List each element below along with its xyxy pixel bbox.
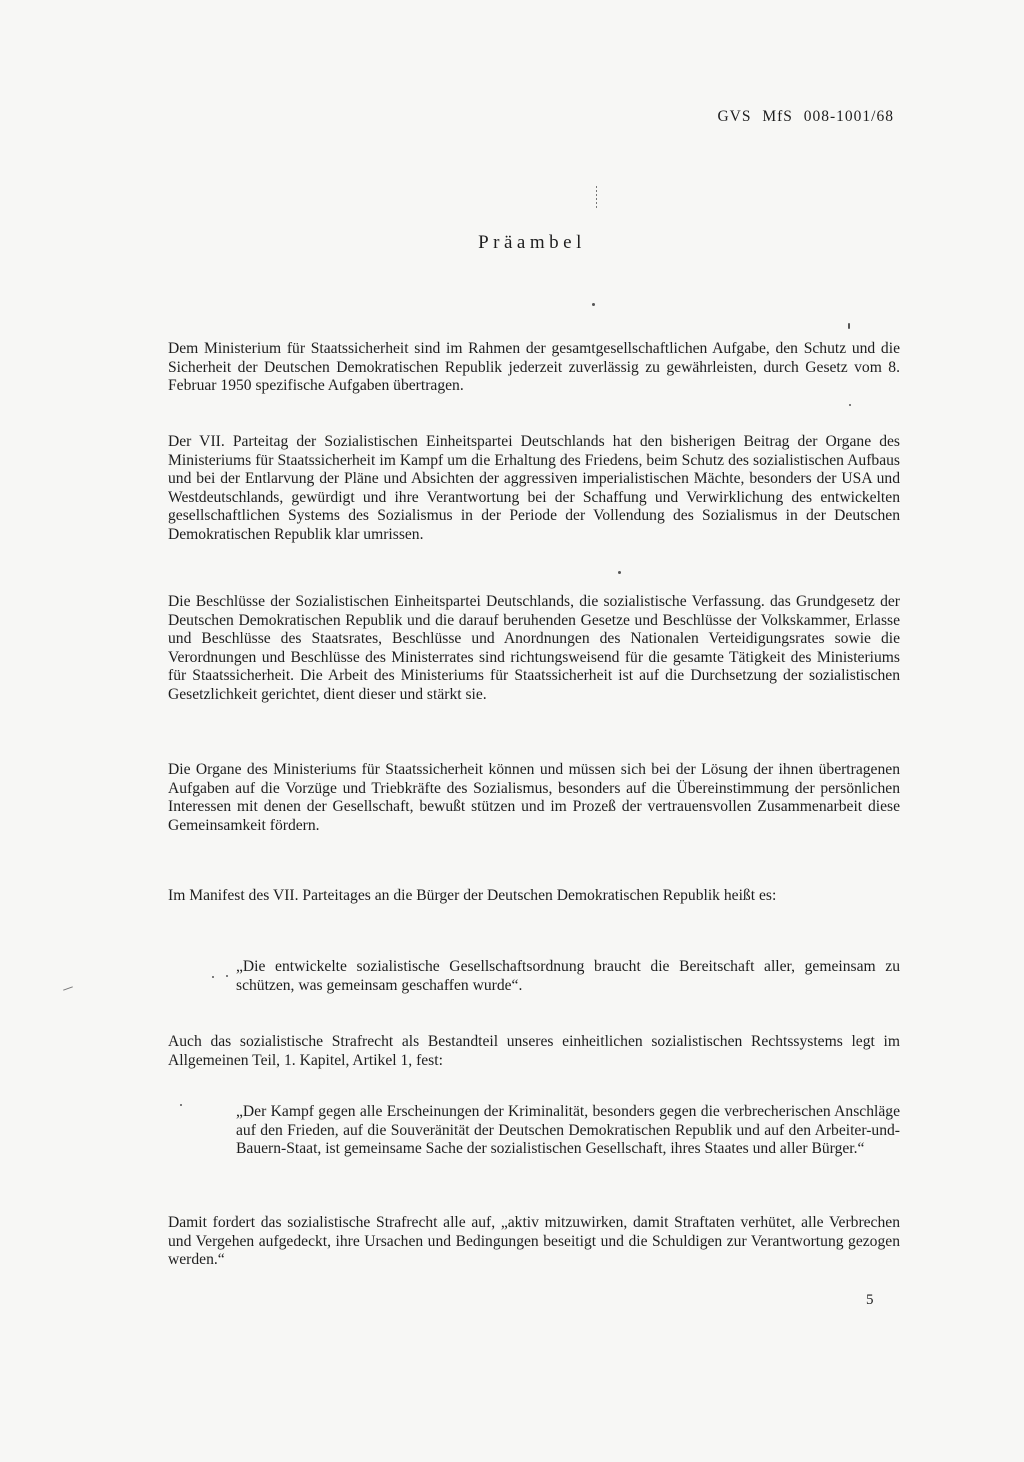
page-number: 5 — [866, 1292, 874, 1308]
paragraph-1: Dem Ministerium für Staatssicherheit sind im Rahmen der gesamtgesellschaftlichen Aufgabe, den Schutz und die Sicherheit der Deutschen Demokratischen Republik jederzeit zuverlässig zu gewährleisten, durch Gesetz vom 8. Februar 1950 spezifische Aufgaben übertragen. — [168, 340, 900, 395]
page-title: Präambel — [478, 232, 586, 253]
scan-speck — [618, 571, 621, 574]
paragraph-7: Damit fordert das sozialistische Strafrecht alle auf, „aktiv mitzuwirken, damit Straftaten verhütet, alle Verbrechen und Vergehen aufgedeckt, ihre Ursachen und Bedingungen beseitigt und die Schuldigen zur Verantwortung gezogen werden.“ — [168, 1214, 900, 1269]
manifest-quote: „Die entwickelte sozialistische Gesellschaftsordnung braucht die Bereitschaft aller, gemeinsam zu schützen, was gemeinsam geschaffen wurde“. — [236, 958, 900, 994]
paragraph-3: Die Beschlüsse der Sozialistischen Einheitspartei Deutschlands, die sozialistische Verfassung. das Grundgesetz der Deutschen Demokratischen Republik und die darauf beruhenden Gesetze und Beschlüsse der Volkskammer, Erlasse und Beschlüsse des Staatsrates, Beschlüsse und Anordnungen des Nationalen Verteidigungsrates sowie die Verordnungen und Beschlüsse des Ministerrates sind richtungsweisend für die gesamte Tätigkeit des Ministeriums für Staatssicherheit. Die Arbeit des Ministeriums für Staatssicherheit ist auf die Durchsetzung der sozialistischen Gesetzlichkeit gerichtet, dient dieser und stärkt sie. — [168, 593, 900, 703]
criminal-law-quote: „Der Kampf gegen alle Erscheinungen der Kriminalität, besonders gegen die verbrecherischen Anschläge auf den Frieden, auf die Souveränität der Deutschen Demokratischen Republik und auf den Arbeiter-und-Bauern-Staat, ist gemeinsame Sache der sozialistischen Gesellschaft, ihres Staates und aller Bürger.“ — [236, 1103, 900, 1158]
scan-speck — [848, 323, 850, 329]
scan-mark — [63, 986, 73, 990]
scan-speck — [849, 404, 851, 406]
paragraph-4: Die Organe des Ministeriums für Staatssicherheit können und müssen sich bei der Lösung der ihnen übertragenen Aufgaben auf die Vorzüge und Triebkräfte des Sozialismus, besonders auf die Übereinstimmung der persönlichen Interessen mit denen der Gesellschaft, bewußt stützen und im Prozeß der vertrauensvollen Zusammenarbeit diese Gemeinsamkeit fördern. — [168, 761, 900, 834]
scan-speck — [592, 303, 595, 306]
document-reference: GVS MfS 008-1001/68 — [717, 108, 894, 125]
scan-mark — [596, 186, 597, 208]
scan-speck — [212, 976, 214, 978]
paragraph-2: Der VII. Parteitag der Sozialistischen Einheitspartei Deutschlands hat den bisherigen Beitrag der Organe des Ministeriums für Staatssicherheit im Kampf um die Erhaltung des Friedens, beim Schutz des sozialistischen Aufbaus und bei der Entlarvung der Pläne und Absichten der aggressiven imperialistischen Mächte, besonders der USA und Westdeutschlands, gewürdigt und ihre Verantwortung bei der Schaffung und Verwirklichung des entwickelten gesellschaftlichen Systems des Sozialismus in der Periode der Vollendung des Sozialismus in der Deutschen Demokratischen Republik klar umrissen. — [168, 433, 900, 543]
scan-speck — [226, 975, 228, 977]
paragraph-5: Im Manifest des VII. Parteitages an die Bürger der Deutschen Demokratischen Republik heißt es: — [168, 887, 777, 904]
paragraph-6: Auch das sozialistische Strafrecht als Bestandteil unseres einheitlichen sozialistischen Rechtssystems legt im Allgemeinen Teil, 1. Kapitel, Artikel 1, fest: — [168, 1033, 900, 1069]
scan-speck — [180, 1104, 182, 1106]
